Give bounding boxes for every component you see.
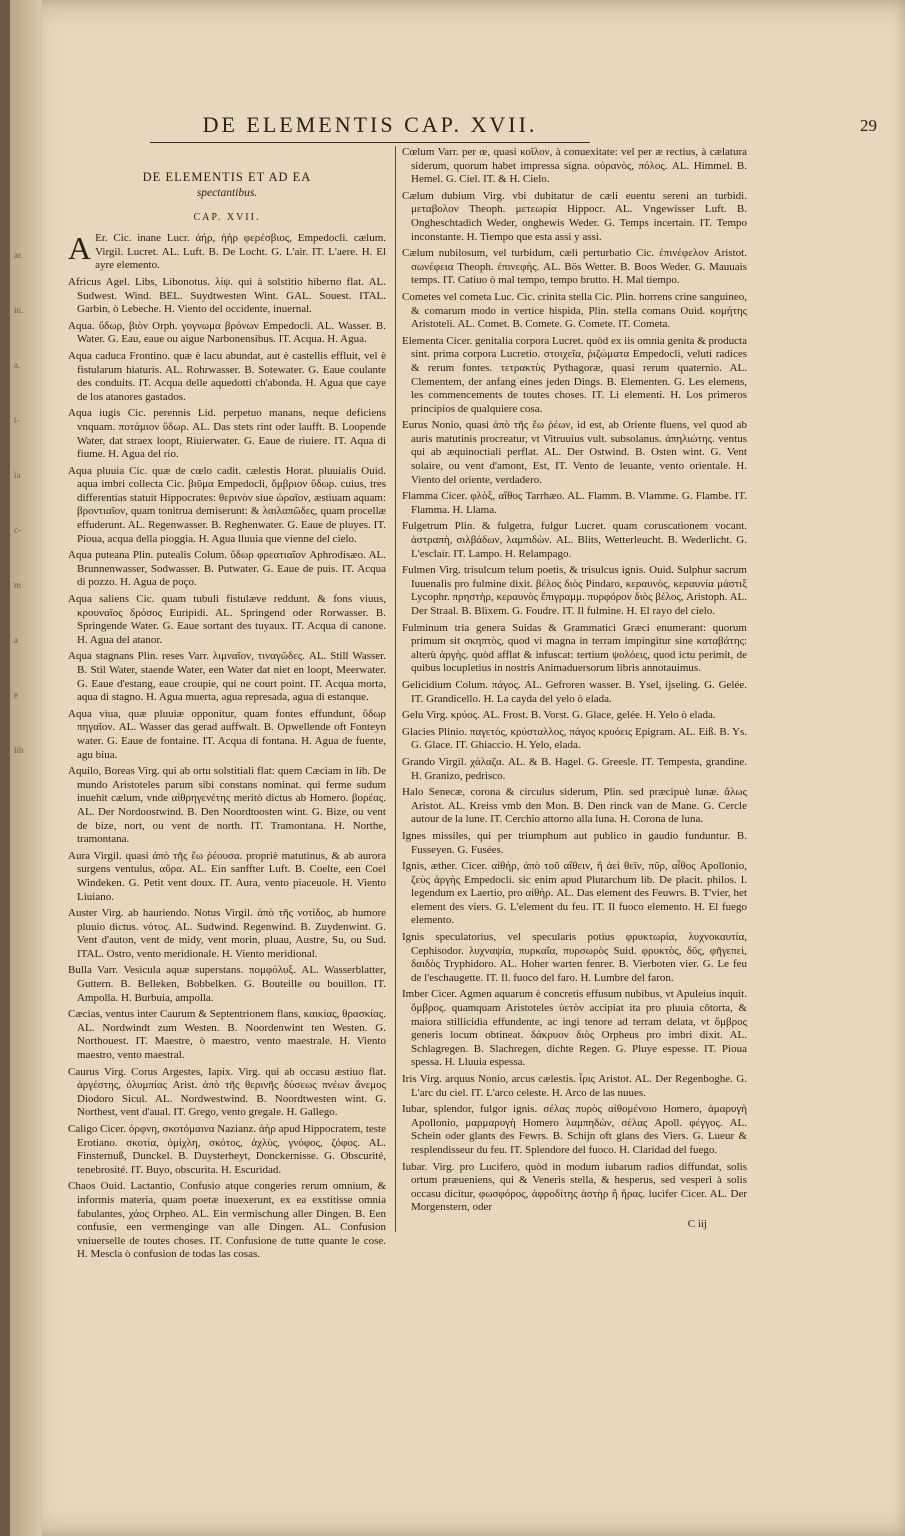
entry-lemma: Caligo xyxy=(68,1123,98,1135)
dictionary-entry xyxy=(68,232,386,273)
entry-lemma: Er. xyxy=(95,232,108,245)
dictionary-entry xyxy=(402,490,747,517)
dictionary-entry xyxy=(402,786,747,827)
dictionary-entry xyxy=(402,146,747,187)
dictionary-entry xyxy=(402,1161,747,1215)
dictionary-entry xyxy=(68,320,386,347)
entry-text: Colum. πάγος. AL. Gefroren wasser. B. Ysel, ijseling. G. Gelée. IT. Grandicello. H. La cayda del yelo ò elada. xyxy=(411,678,748,705)
dictionary-entry xyxy=(402,190,747,244)
entry-text: qui per triumphum aut publico in gaudio funduntur. B. Fusseyen. G. Fusées. xyxy=(411,829,748,856)
entry-lemma: Aqua stagnans xyxy=(68,650,134,663)
entry-text: Varr. per œ, quasi κοῖλον, à conuexitate: vel per æ rectius, à cælatura siderum, quorum habet impressa signa. οὐρανὸς, πόλος. AL. Himmel. B. Hemel. G. Ciel. IT. & H. Cielo. xyxy=(411,146,747,186)
page-number: 29 xyxy=(860,116,877,135)
dictionary-entry xyxy=(402,709,747,723)
entry-text: fulgor ignis. σέλας πυρὸς αἰθομένοιο Homero, ἀμαρυγὴ Apollonio, μαρμαρυγὴ Homero λαμπηδὼν, σέλας Apoll. φέγγος. AL. Schein oder glants des Fewrs. B. Schijn oft glans des Viers. G. Lueur & resplendisseur du feu. IT. Splendore del fuoco. H. Claridad del fuego. xyxy=(411,1103,747,1156)
book-page xyxy=(10,0,905,1536)
entry-lemma: Iris xyxy=(402,1073,417,1085)
dictionary-entry xyxy=(68,964,386,1005)
entry-lemma: Ignes missiles, xyxy=(402,829,471,842)
entry-lemma: Aquilo, Boreas xyxy=(68,765,135,778)
entry-text: Ouid. Lactantio, Confusio atque congeries rerum omnium, & informis materia, quam poetæ inuexerunt, ex ea exstitisse omnia fabulantes, χάος Orpheo. AL. Ein vermischung aller Dingen. B. Een confusie, een vermenginge van alle Dingen. AL. Confusion vniuerselle de toutes choses. IT. Confusione de tutte quante le cose. H. Mescla ò confusion de todas las cosas. xyxy=(77,1180,386,1261)
entry-text: Cicer. ὀρφνη, σκοτόμαινα Nazianz. ἀὴρ apud Hippocratem, teste Erotiano. σκοτία, ὀμίχλη, σκότος, ἀχλὺς, γνόφος, ζόφος. AL. Finsternuß, Dunckel. B. Duysterheyt, Donckernisse. G. Obscurité, tenebrosité. IT. Buyo, obscurita. H. Escuridad. xyxy=(77,1123,386,1176)
right-column xyxy=(395,146,747,1232)
entry-text: Plin. putealis Colum. ὕδωρ φρεατιαῖον Aphrodisæo. AL. Brunnenwasser, Sodwasser. B. Putwater. G. Eaue de puis. IT. Acqua di pozzo. H. Agua de poço. xyxy=(77,549,387,589)
entry-lemma: Fulmen xyxy=(402,564,436,577)
entry-lemma: Glacies xyxy=(402,725,435,738)
entry-lemma: Aqua viua, xyxy=(68,707,121,720)
signature-mark: C iij xyxy=(687,1217,707,1230)
dictionary-entry xyxy=(68,465,386,547)
entry-lemma: Cæcias, xyxy=(68,1008,103,1021)
entry-text: Virg. ab hauriendo. Notus Virgil. ἀπὸ τῆς νοτίδος, ab humore pluuio dictus. νότος. AL. Sudwind. Regenwind. B. Zuydenwint. G. Vent d'auton, vent de midy, vent morin, pluau, Austre, Su, ou Sud. ITAL. Ostro, vento meridionale. H. Viento meridional. xyxy=(77,907,386,960)
entry-lemma: Iubar. xyxy=(402,1160,428,1173)
entry-text: Cic. quam tubuli fistulæve reddunt. & fons viuus, κρουναῖος δρόσος Euripidi. AL. Springend oder Rorwasser. B. Springende Water. G. Eaue sortant des tuyaux. IT. Acqua di canone. H. Agua del atanor. xyxy=(77,593,387,646)
entry-text: Cicer. αἰθήρ, ἀπὸ τοῦ αἴθειν, ἢ ἀεὶ θεῖν, πῦρ, αἶθος Apollonio, ζεὺς ἀργὴς Empedocli. sic enim apud Plutarchum lib. De placit. philos. I. legendum ex Laertio, pro αἰθὴρ. AL. Das element des Feuwrs. B. T'vier, het element des viers. G. L'element du feu. IT. Il fuoco elemento. H. El fuego elemento. xyxy=(411,860,747,927)
entry-lemma: Cometes xyxy=(402,290,441,303)
dictionary-entry xyxy=(402,564,747,618)
entry-text: Virg. qui ab ortu solstitiali flat: quem Cæciam in lib. De mundo Aristoteles parum sibi constans nominat. qui ferme sudum inuehit cælum, vnde αἰθρηγενέτης meritò dictus ab Homero. βορέας. AL. Der Nordoostwind. B. Den Noordtoosten wint. G. Bize, ou vent de bize, nort, ou vent de north. IT. Tramontana. H. Northe, tramontana. xyxy=(77,765,386,846)
entry-text: vel specularis potius φρυκτωρία, λυχνοκαυτία, Cephisodor. λυχναψία, πυρκαΐα, πυρσωρὸς Suid. φρυκτὸς, δῦς, φῆγεπεὶ, δαιδὸς Tryphidoro. AL. Hoher warten fenrer. B. Vierboten vier. G. Le feu de l'eschaugette. IT. Il. fuoco del faro. H. Lumbre del faron. xyxy=(411,931,747,984)
entry-lemma: Aqua puteana xyxy=(68,549,130,562)
entry-text: Senecæ, corona & circulus siderum, Plin. sed præcipuè lunæ. ἅλως Aristot. AL. Kreiss vmb den Mon. B. Den rinck van de Mane. G. Cercle autour de la lune. IT. Cerchio attorno alla luna. H. Corona de luna. xyxy=(411,786,748,826)
dictionary-entry xyxy=(68,276,386,317)
gutter-mark: e xyxy=(14,690,18,700)
entry-text: Plin. reses Varr. λιμναῖον, τιναγῶδες. AL. Still Wasser. B. Stil Water, staende Water, een Water dat niet en loopt, Meerwater. G. Eaue d'estang, eaue croupie, qui ne court point. IT. Acqua morta, aqua di stagno. H. Agua muerta, agua represada, agua di estanque. xyxy=(77,650,387,704)
entry-text: Nonio, quasi ἀπὸ τῆς ἕω ῥέων, id est, ab Oriente fluens, vel quod ab auris matutinis procreatur, vt Vitruuius vult. subsolanus. ἀπηλιώτης. ventus qui ab æquinoctiali perflat. AL. Der Ostwind. B. Osten wint. G. Vent solaire, ou vent d'amont, Est, IT. Vento de leuante, vento orientale. H. Viento del oriente, verdadero. xyxy=(411,419,748,486)
entry-text: Cic. quæ de cœlo cadit. cælestis Horat. pluuialis Ouid. aqua imbri collecta Cic. βιῦμα Empedocli, ὄμβριον ὕδωρ. cuius, tres differentias statuit Hippocrates: θερινὸν siue ὡραῖον, æstiuam aquam: βροντιαῖον, quam tonitrua demiserunt: & λαιλαπῶδες, quam procellæ effuderunt. AL. Regenwasser. B. Reghenwater. G. Eaue de pluyes. IT. Pioua, acqua della pioggia. H. Agua lluuia que vienne del cielo. xyxy=(77,464,387,545)
dictionary-entry xyxy=(402,756,747,783)
dictionary-entry xyxy=(68,850,386,904)
gutter-mark: a xyxy=(14,635,18,645)
dictionary-entry xyxy=(402,679,747,706)
entry-text: Virgil. χάλαζα. AL. & B. Hagel. G. Greesle. IT. Tempesta, grandine. H. Granizo, pedrisco. xyxy=(411,755,747,782)
gutter-mark: in. xyxy=(14,305,24,315)
gutter-mark: m xyxy=(14,580,22,590)
dictionary-entry xyxy=(68,1066,386,1120)
chapter-label: CAP. XVII. xyxy=(193,211,261,223)
gutter-mark: a. xyxy=(14,360,21,370)
section-title: DE ELEMENTIS ET AD EA xyxy=(142,170,312,184)
left-column xyxy=(68,146,386,1265)
entry-text: Agel. Libs, Libonotus. λίψ. qui à solstitio hiberno flat. AL. Sudwest. Wind. BEL. Suydtwesten Wint. GAL. Souest. ITAL. Garbin, ò Lebeche. H. Viento del occidente, inuernal. xyxy=(77,275,386,316)
dictionary-entry xyxy=(402,622,747,676)
entry-lemma: Africus xyxy=(68,275,101,288)
dictionary-entry xyxy=(402,830,747,857)
entry-lemma: Flamma xyxy=(402,490,439,503)
dictionary-entry xyxy=(402,247,747,288)
entry-lemma: Caurus xyxy=(68,1065,100,1078)
gutter-mark: ia xyxy=(14,470,21,480)
entry-text: Plinio. παγετός, κρύσταλλος, πάγος κρυόεις Epigram. AL. Eiß. B. Ys. G. Glace. IT. Ghiaccio. H. Yelo, elada. xyxy=(411,725,747,752)
gutter-mark: lib xyxy=(14,745,24,755)
entry-lemma: Chaos xyxy=(68,1180,96,1193)
entry-text: Plin. & fulgetra, fulgur Lucret. quam coruscationem vocant. ἀστραπὴ, σιλβάδων, λαμπιδὼν. AL. Blits, Wetterleucht. B. Wederlicht. G. L'esclair. IT. Lampo. H. Relampago. xyxy=(411,520,748,560)
dictionary-entry xyxy=(68,549,386,590)
dictionary-entry xyxy=(68,1180,386,1262)
entry-text: Cicer. φλὸξ, αἴθος Tarrhæo. AL. Flamm. B. Vlamme. G. Flambe. IT. Flamma. H. Llama. xyxy=(411,490,747,516)
entry-lemma: Aura xyxy=(68,849,90,862)
entry-lemma: Aqua pluuia xyxy=(68,464,125,477)
entry-text: Frontino. quæ è lacu abundat, aut è castellis effluit, vel è fistularum hiaturis. AL. Rohrwasser. B. Sotewater. G. Eaue coulante des conduits. IT. Acqua delle aquedotti ch'abonda. H. Agua que caye de los atanores gastados. xyxy=(77,349,386,403)
gutter-mark: ar. xyxy=(14,250,23,260)
running-head: DE ELEMENTIS CAP. XVII. xyxy=(150,112,590,143)
dictionary-entry xyxy=(402,520,747,561)
section-subtitle: spectantibus. xyxy=(196,187,258,199)
entry-lemma: Aqua. xyxy=(68,319,95,332)
entry-text: Cicer. Agmen aquarum è concretis effusum nubibus, vt Apuleius inquit. ὄμβρος. quamquam Aristoteles ὑετὸν accipiat ita pro pluuia cōtorta, & maiora stillicidia effundente, ac ingi tenore ad terram delata, vt ὄμβρος generis locum obtineat. δάκρυον διὸς Orpheus pro imbri dixit. AL. Schlagregen. B. Slachregen, dichte Regen. G. Pluye espesse. IT. Pioua spessa. H. Lluuia espessa. xyxy=(411,988,747,1069)
entry-text: Varr. Vesicula aquæ superstans. πομφόλυξ. AL. Wasserblatter, Guttern. B. Belleken, Bobbelken. G. Bouteille ou bouillon. IT. Ampolla. H. Burbuia, ampolla. xyxy=(77,964,386,1004)
dictionary-entry xyxy=(68,650,386,704)
dictionary-entry xyxy=(68,407,386,461)
dictionary-entry xyxy=(402,335,747,417)
entry-lemma: Elementa xyxy=(402,334,444,347)
entry-lemma: Gelicidium xyxy=(402,678,452,691)
entry-lemma: Aqua iugis xyxy=(68,407,121,420)
dictionary-entry xyxy=(68,708,386,762)
entry-text: ὕδωρ, βιὸν Orph. γογνωμα βρόνων Empedocli. AL. Wasser. B. Water. G. Eau, eaue ou aigue Narbonensibus. IT. Acqua. H. Agua. xyxy=(77,319,386,346)
entry-text: ventus inter Caurum & Septentrionem flans, καικίας, θρασκίας. AL. Nordwindt zum Westen. B. Noordenwint ten Westen. G. Northouest. IT. Maestre, ò maestro, vento maestrale. H. Viento maestro, vento maestral. xyxy=(77,1008,386,1062)
entry-lemma: Cælum nubilosum, xyxy=(402,247,488,260)
entry-lemma: Ignis speculatorius, xyxy=(402,931,497,944)
dictionary-entry xyxy=(402,988,747,1070)
drop-initial: A xyxy=(68,230,92,267)
left-entries xyxy=(68,232,386,1262)
entry-text: Cic. inane Lucr. ἀήρ, ἠὴρ φερέσβιος, Empedocli. cælum. Virgil. Lucret. AL. Luft. B. De Locht. G. L'air. IT. L'aere. H. El ayre elemento. xyxy=(95,232,387,272)
dictionary-entry xyxy=(68,593,386,647)
entry-lemma: Aqua saliens xyxy=(68,593,130,606)
entry-lemma: Cælum dubium xyxy=(402,189,476,202)
dictionary-entry xyxy=(402,860,747,928)
entry-lemma: Iubar, splendor, xyxy=(402,1103,474,1116)
entry-text: Virg. vbi dubitatur de cæli euentu sereni an turbidi. μεταβολον Theoph. μετεωρία Hippocr. AL. Vngewisser Luft. B. Ongheschtadich Weder, onghewis Weder. G. Temps incertain. IT. Tempo inconstante. H. Tiempo que esta assi y assi. xyxy=(411,189,747,243)
entry-text: Virg. arquus Nonio, arcus cælestis. ἶρις Aristot. AL. Der Regenboghe. G. L'arc du ciel. IT. L'arco celeste. H. Arco de las nuues. xyxy=(411,1073,747,1099)
entry-text: vel cometa Luc. Cic. crinita stella Cic. Plin. horrens crine sanguineo, & comarum modo in vertice hispida, Plin. stella comans Ouid. κομήτης Aristoteli. AL. Comet. B. Comete. G. Comete. IT. Cometa. xyxy=(411,290,747,331)
right-entries xyxy=(402,146,747,1215)
dictionary-entry xyxy=(402,1103,747,1157)
dictionary-entry xyxy=(402,726,747,753)
entry-text: Fulminum tria genera Suidas & Grammatici Græci enumerant: quorum primum sit σκηπτὸς, quod vi magna in terram impingitur sine καταβάτης: alterù ἀργὴς. quòd afflat & infuscat: tertium ψολόεις, quod ictu perimit, de quibus locupletius in nostris Animaduersorum libris annotauimus. xyxy=(402,621,747,675)
entry-lemma: Ignis, æther. xyxy=(402,860,458,873)
facing-page-gutter xyxy=(10,0,42,1536)
dictionary-entry xyxy=(402,1073,747,1100)
entry-lemma: Eurus xyxy=(402,419,428,432)
dictionary-entry xyxy=(68,350,386,404)
entry-text: Virg. trisulcum telum poetis, & trisulcus ignis. Ouid. Sulphur sacrum Iuuenalis pro fulmine dixit. βέλος διὸς Pindaro, κεραυνὸς, κεραυνία μάστιξ Lycophr. πρηστὴρ, κεραυνὸς ἔπιγραμμ. πυρφόρον διὸς βέλος, Aristoph. AL. Der Straal. B. Blixem. G. Foudre. IT. Il fulmine. H. El rayo del cielo. xyxy=(411,564,747,617)
entry-lemma: Imber xyxy=(402,988,429,1001)
dictionary-entry xyxy=(68,1123,386,1177)
entry-lemma: Fulgetrum xyxy=(402,520,448,533)
entry-lemma: Gelu xyxy=(402,709,424,722)
dictionary-entry xyxy=(68,907,386,961)
entry-lemma: Grando xyxy=(402,755,435,768)
entry-lemma: Cœlum xyxy=(402,146,435,158)
entry-lemma: Aqua caduca xyxy=(68,349,126,362)
entry-text: quæ pluuiæ opponitur, quam fontes effundunt, ὕδωρ πηγαῖον. AL. Wasser das gerad auffwalt. B. Opwellende oft Fonteyn water. G. Eaue de fontaine. IT. Acqua di fontana. H. Agua de fuente, agu biua. xyxy=(77,707,386,761)
dictionary-entry xyxy=(402,931,747,985)
dictionary-entry xyxy=(402,419,747,487)
entry-text: Cicer. genitalia corpora Lucret. quòd ex iis omnia genita & producta sint. prima corpora Lucretio. στοιχεῖα, ῥιζώματα Empedocli, veluti radices & rerum fontes. τετρακτὺς Pythagoræ, quasi rerum quaternio. AL. Clementem, der anfang eines jeden Dings. B. Elementen. G. Les elemens, les commencements de toutes choses. IT. Li elementi. H. Los primeros principios de qualquiere cosa. xyxy=(411,334,747,415)
dictionary-entry xyxy=(68,1008,386,1062)
entry-text: Virg. pro Lucifero, quòd in modum iubarum radios diffundat, solis ortum præueniens, qui & Veneris stella, & hesperus, sed vesperi à solis occasu dicitur, φωσφόρος, ἀφροδίτης ἀστὴρ ἢ ἥρας. lucifer Cicer. AL. Der Morgenstern, oder xyxy=(411,1160,747,1214)
entry-lemma: Halo xyxy=(402,786,424,799)
entry-lemma: Auster xyxy=(68,907,98,920)
entry-text: Virg. κρύος. AL. Frost. B. Vorst. G. Glace, gelée. H. Yelo ò elada. xyxy=(425,709,716,722)
dictionary-entry xyxy=(402,291,747,332)
dictionary-entry xyxy=(68,765,386,847)
entry-text: vel turbidum, cæli perturbatio Cic. ἐπινέφελον Aristot. σωνέφεια Theoph. ἐπινεφὴς. AL. Bös Wetter. B. Boos Weder. G. Mauuais temps. IT. Catiuo ò mal tempo, tempo brutto. H. Mal tiempo. xyxy=(411,247,747,287)
entry-text: Virg. Corus Argestes, Iapix. Virg. qui ab occasu æstiuo flat. ἀργέστης, ὀλυμπίας Arist. ἀπὸ τῆς θερινῆς δύσεως πνέων ἄνεμος Diodoro Sicul. AL. Nordwestwind. B. Noordtwesten wint. G. Northest, vent d'aual. IT. Grego, vento gregale. H. Gallego. xyxy=(77,1065,386,1119)
entry-lemma: Bulla xyxy=(68,964,92,977)
entry-text: Cic. perennis Lid. perpetuo manans, neque deficiens vnquam. ποτάμιον ὕδωρ. AL. Das stets rint oder laufft. B. Loopende Water, dat straex loopt, Riuierwater. G. Eaue de riuiere. IT. Aqua di fiume. H. Agua del rio. xyxy=(77,407,387,461)
gutter-mark: t- xyxy=(14,415,20,425)
entry-text: Virgil. quasi ἀπὸ τῆς ἕω ῥέουσα. propriè matutinus, & ab aurora surgens ventulus, αὔρα. AL. Ein sanffter Luft. B. Coelte, een Coel Windeken. G. Petit vent doux. IT. Aura, vento piaceuole. H. Viento Liuiano. xyxy=(77,849,386,903)
gutter-mark: c- xyxy=(14,525,21,535)
